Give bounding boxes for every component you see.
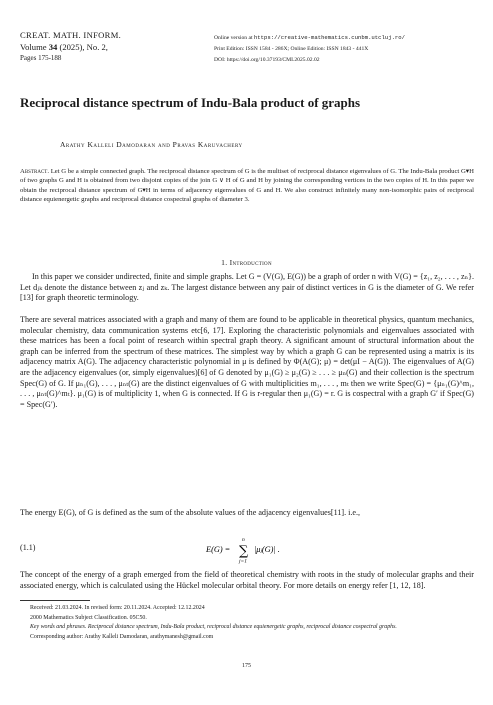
msc-classification: 2000 Mathematics Subject Classification. 05C50. <box>30 614 147 621</box>
journal-editions <box>214 32 484 66</box>
journal-name: CREAT. MATH. INFORM. <box>20 30 122 40</box>
equation-label: (1.1) <box>20 543 36 552</box>
received-dates: Received: 21.03.2024. In revised form: 20.11.2024. Accepted: 12.12.2024 <box>30 605 205 611</box>
intro-paragraph-4 <box>20 570 474 591</box>
abstract-text: Let G be a simple connected graph. The reciprocal distance spectrum of G is the multiset of reciprocal distance eigenvalues of G. The Indu-Bala product G▾H of two graphs G and H is obtained from two disjoint copies of the join G ∨ H of G and H by joining the corresponding vertices in the two copies of H. In this paper we obtain the reciprocal distance spectrum of G▾H in terms of adjacency eigenvalues of G and H. We also construct infinitely many non-isomorphic pairs of reciprocal distance equienergetic graphs and reciprocal distance cospectral graphs of diameter 3. <box>20 168 474 204</box>
journal-url-link[interactable]: https://creative-mathematics.cunbm.utcluj.ro/ <box>253 34 405 41</box>
equation-formula <box>204 534 324 564</box>
online-version <box>214 32 484 44</box>
eq-sum-sign: ∑ <box>239 544 249 559</box>
intro-paragraph-3 <box>20 508 474 519</box>
journal-header <box>20 30 210 64</box>
intro-p1-text: In this paper we consider undirected, finite and simple graphs. Let G = (V(G), E(G)) be a graph of order n with V(G) = {z₁, z₂, . . . , zₙ}. Let dⱼₖ denote the distance between zⱼ and zₖ. The largest distance between any pair of distinct vertices in G is the diameter of G. We refer [13] for graph theoretic terminology. <box>20 272 474 303</box>
paper-title: Reciprocal distance spectrum of Indu-Bala product of graphs <box>20 95 361 110</box>
volume-number: 34 <box>48 41 58 52</box>
keywords-text: Reciprocal distance spectrum, Indu-Bala product, reciprocal distance equienergetic graphs, reciprocal distance cospectral graphs. <box>86 624 397 631</box>
journal-volume <box>20 42 210 54</box>
eq-sum-top: n <box>242 537 245 543</box>
journal-pages: Pages 175-188 <box>20 54 62 62</box>
keywords-label: Key words and phrases. <box>30 624 87 631</box>
intro-p4-text: The concept of the energy of a graph emerged from the field of theoretical chemistry with roots in the study of molecular graphs and their associated energy, which is calculated using the Hückel molecular orbital theory. For more details on energy refer [1, 12, 18]. <box>20 570 474 590</box>
intro-p2-text: There are several matrices associated with a graph and many of them are found to be applicable in theoretical physics, quantum mechanics, molecular chemistry, data communication systems etc[6, 17]. Exploring the characteristic polynomials and eigenvalues associated with these matrices has been a focal point of research within spectral graph theory. A significant amount of structural information about the graph can be inferred from the spectrum of these matrices. The simplest way by which a graph G can be represented using a matrix is its adjacency matrix A(G). The adjacency characteristic polynomial in μ is defined by Φ(A(G); μ) = det(μI − A(G)). The eigenvalues of A(G) are the adjacency eigenvalues (or, simply eigenvalues)[6] of G denoted by μ₁(G) ≥ μ₂(G) ≥ . . . ≥ μₙ(G) and their collection is the spectrum Spec(G) of G. If μₙ₁(G), . . . , μₙₜ(G) are the distinct eigenvalues of G with multiplicities m₁, . . . , mₜ then we write Spec(G) = {μₙ₁(G)^m₁, . . . , μₙₜ(G)^mₜ}. μ₁(G) is of multiplicity 1, when G is connected. If G is r-regular then μ₁(G) = r. G is cospectral with a graph G′ if Spec(G) = Spec(G′). <box>20 315 474 409</box>
footnote-divider <box>20 600 90 601</box>
intro-paragraph-2 <box>20 315 474 410</box>
page-number: 175 <box>242 663 251 669</box>
section-title: 1. Introduction <box>221 258 272 267</box>
volume-rest: (2025), No. 2, <box>57 41 108 52</box>
online-label: Online version at <box>214 35 254 41</box>
keywords <box>20 623 474 633</box>
corresponding-author: Corresponding author: Arathy Kalleli Damodaran, arathymanesh@gmail.com <box>30 633 214 640</box>
intro-paragraph-1 <box>20 272 474 304</box>
footnotes <box>20 604 474 642</box>
eq-lhs: E(G) = <box>206 545 231 554</box>
paper-authors <box>60 140 440 149</box>
eq-rhs: |μⱼ(G)| . <box>254 545 280 554</box>
print-edition: Print Edition: ISSN 1584 - 286X; Online Edition: ISSN 1843 - 441X <box>214 46 369 52</box>
abstract-label: Abstract. <box>20 168 50 175</box>
section-heading <box>0 258 493 267</box>
volume-prefix: Volume <box>20 41 49 52</box>
equation-1-1 <box>20 534 474 564</box>
authors-text: Arathy Kalleli Damodaran and Pravas Karuvachery <box>60 140 243 149</box>
doi-link[interactable]: DOI: https://doi.org/10.37193/CMI.2025.02.02 <box>214 57 320 63</box>
abstract <box>20 167 474 205</box>
intro-p3-text: The energy E(G), of G is defined as the sum of the absolute values of the adjacency eigenvalues[11]. i.e., <box>20 508 361 517</box>
eq-sum-bottom: j=1 <box>239 558 247 564</box>
